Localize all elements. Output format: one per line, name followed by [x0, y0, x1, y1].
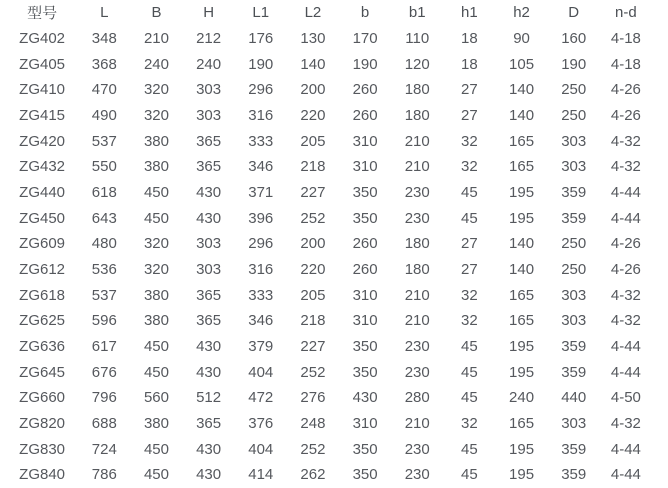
value-cell: 230 [404, 184, 430, 202]
value-cell: 350 [352, 338, 378, 356]
value-cell: 140 [509, 107, 535, 125]
value-cell: 303 [196, 261, 222, 279]
value-cell: 450 [143, 338, 169, 356]
value-cell: 262 [300, 466, 326, 484]
value-cell: 303 [561, 415, 587, 433]
value-cell: 190 [352, 55, 378, 73]
value-cell: 27 [461, 235, 478, 253]
value-cell: 195 [509, 440, 535, 458]
model-cell: ZG660 [19, 389, 66, 407]
value-cell: 32 [461, 312, 478, 330]
value-cell: 180 [404, 81, 430, 99]
value-cell: 276 [300, 389, 326, 407]
value-cell: 212 [196, 30, 222, 47]
model-cell: ZG645 [19, 363, 66, 381]
value-cell: 350 [352, 440, 378, 458]
model-cell: ZG636 [19, 338, 66, 356]
value-cell: 430 [196, 209, 222, 227]
value-cell: 45 [461, 466, 478, 484]
column-header: L1 [252, 4, 270, 22]
value-cell: 472 [248, 389, 274, 407]
model-cell: ZG450 [19, 209, 66, 227]
table-row [6, 257, 652, 283]
value-cell: 365 [196, 286, 222, 304]
value-cell: 320 [143, 107, 169, 125]
value-cell: 643 [91, 209, 117, 227]
value-cell: 296 [248, 235, 274, 253]
value-cell: 200 [300, 81, 326, 99]
value-cell: 165 [509, 312, 535, 330]
value-cell: 240 [509, 389, 535, 407]
value-cell: 379 [248, 338, 274, 356]
value-cell: 170 [352, 30, 378, 47]
value-cell: 195 [509, 184, 535, 202]
value-cell: 32 [461, 415, 478, 433]
value-cell: 4-32 [610, 158, 641, 176]
value-cell: 303 [561, 158, 587, 176]
value-cell: 310 [352, 132, 378, 150]
value-cell: 45 [461, 363, 478, 381]
value-cell: 316 [248, 107, 274, 125]
model-cell: ZG440 [19, 184, 66, 202]
value-cell: 195 [509, 338, 535, 356]
value-cell: 176 [248, 30, 274, 47]
value-cell: 205 [300, 132, 326, 150]
column-header: L2 [304, 4, 322, 22]
value-cell: 376 [248, 415, 274, 433]
value-cell: 250 [561, 261, 587, 279]
value-cell: 303 [561, 312, 587, 330]
value-cell: 165 [509, 158, 535, 176]
value-cell: 230 [404, 363, 430, 381]
value-cell: 537 [91, 286, 117, 304]
value-cell: 240 [196, 55, 222, 73]
value-cell: 32 [461, 132, 478, 150]
value-cell: 320 [143, 235, 169, 253]
value-cell: 27 [461, 81, 478, 99]
value-cell: 414 [248, 466, 274, 484]
value-cell: 359 [561, 440, 587, 458]
spec-table [6, 0, 652, 488]
column-header: B [151, 4, 162, 22]
value-cell: 470 [91, 81, 117, 99]
value-cell: 250 [561, 107, 587, 125]
value-cell: 450 [143, 209, 169, 227]
value-cell: 4-26 [610, 107, 641, 125]
value-cell: 240 [143, 55, 169, 73]
value-cell: 105 [509, 55, 535, 73]
value-cell: 618 [91, 184, 117, 202]
value-cell: 359 [561, 209, 587, 227]
value-cell: 140 [509, 261, 535, 279]
value-cell: 45 [461, 338, 478, 356]
value-cell: 230 [404, 209, 430, 227]
value-cell: 480 [91, 235, 117, 253]
value-cell: 346 [248, 158, 274, 176]
column-header: n-d [615, 4, 637, 22]
value-cell: 796 [91, 389, 117, 407]
value-cell: 4-26 [610, 261, 641, 279]
model-cell: ZG820 [19, 415, 66, 433]
table-row [6, 128, 652, 154]
value-cell: 210 [404, 158, 430, 176]
value-cell: 160 [561, 30, 587, 47]
model-cell: ZG432 [19, 158, 66, 176]
value-cell: 786 [91, 466, 117, 484]
value-cell: 350 [352, 363, 378, 381]
value-cell: 303 [196, 235, 222, 253]
value-cell: 310 [352, 158, 378, 176]
value-cell: 320 [143, 261, 169, 279]
value-cell: 303 [196, 81, 222, 99]
value-cell: 380 [143, 158, 169, 176]
value-cell: 220 [300, 107, 326, 125]
column-header: D [568, 4, 580, 22]
header-row [6, 0, 652, 26]
value-cell: 430 [352, 389, 378, 407]
value-cell: 230 [404, 338, 430, 356]
value-cell: 676 [91, 363, 117, 381]
value-cell: 260 [352, 261, 378, 279]
model-cell: ZG410 [19, 81, 66, 99]
value-cell: 380 [143, 415, 169, 433]
value-cell: 310 [352, 286, 378, 304]
value-cell: 359 [561, 338, 587, 356]
value-cell: 210 [404, 312, 430, 330]
value-cell: 346 [248, 312, 274, 330]
value-cell: 380 [143, 312, 169, 330]
value-cell: 32 [461, 158, 478, 176]
value-cell: 550 [91, 158, 117, 176]
table-row [6, 462, 652, 488]
value-cell: 220 [300, 261, 326, 279]
value-cell: 140 [509, 235, 535, 253]
value-cell: 45 [461, 440, 478, 458]
value-cell: 4-26 [610, 81, 641, 99]
column-header: b [360, 4, 370, 22]
value-cell: 359 [561, 363, 587, 381]
value-cell: 350 [352, 184, 378, 202]
value-cell: 45 [461, 209, 478, 227]
value-cell: 18 [461, 30, 478, 47]
value-cell: 303 [196, 107, 222, 125]
value-cell: 350 [352, 466, 378, 484]
value-cell: 512 [196, 389, 222, 407]
value-cell: 4-44 [610, 184, 641, 202]
value-cell: 310 [352, 312, 378, 330]
value-cell: 252 [300, 363, 326, 381]
value-cell: 310 [352, 415, 378, 433]
value-cell: 380 [143, 286, 169, 304]
table-row [6, 436, 652, 462]
value-cell: 218 [300, 312, 326, 330]
value-cell: 230 [404, 440, 430, 458]
value-cell: 316 [248, 261, 274, 279]
value-cell: 4-18 [610, 55, 641, 73]
value-cell: 205 [300, 286, 326, 304]
table-row [6, 180, 652, 206]
value-cell: 365 [196, 132, 222, 150]
value-cell: 371 [248, 184, 274, 202]
value-cell: 537 [91, 132, 117, 150]
value-cell: 430 [196, 363, 222, 381]
table-row [6, 154, 652, 180]
value-cell: 4-32 [610, 286, 641, 304]
value-cell: 250 [561, 81, 587, 99]
value-cell: 450 [143, 363, 169, 381]
model-cell: ZG840 [19, 466, 66, 484]
value-cell: 260 [352, 235, 378, 253]
value-cell: 380 [143, 132, 169, 150]
value-cell: 140 [509, 81, 535, 99]
value-cell: 450 [143, 440, 169, 458]
value-cell: 296 [248, 81, 274, 99]
value-cell: 430 [196, 440, 222, 458]
column-header: H [203, 4, 215, 22]
value-cell: 4-44 [610, 363, 641, 381]
value-cell: 27 [461, 107, 478, 125]
value-cell: 303 [561, 286, 587, 304]
value-cell: 210 [404, 132, 430, 150]
table-row [6, 359, 652, 385]
value-cell: 536 [91, 261, 117, 279]
value-cell: 230 [404, 466, 430, 484]
value-cell: 195 [509, 466, 535, 484]
model-cell: ZG405 [19, 55, 66, 73]
value-cell: 333 [248, 132, 274, 150]
value-cell: 280 [404, 389, 430, 407]
value-cell: 320 [143, 81, 169, 99]
value-cell: 4-32 [610, 312, 641, 330]
value-cell: 260 [352, 81, 378, 99]
column-header-model: 型号 [27, 5, 58, 23]
value-cell: 210 [404, 286, 430, 304]
value-cell: 368 [91, 55, 117, 73]
value-cell: 190 [561, 55, 587, 73]
value-cell: 4-44 [610, 466, 641, 484]
value-cell: 4-18 [610, 30, 641, 47]
value-cell: 180 [404, 261, 430, 279]
table-row [6, 51, 652, 77]
value-cell: 140 [300, 55, 326, 73]
table-header [6, 0, 652, 26]
value-cell: 365 [196, 312, 222, 330]
value-cell: 4-50 [610, 389, 641, 407]
table-body [6, 26, 652, 488]
value-cell: 218 [300, 158, 326, 176]
value-cell: 724 [91, 440, 117, 458]
value-cell: 210 [404, 415, 430, 433]
value-cell: 348 [91, 30, 117, 47]
value-cell: 210 [143, 30, 169, 47]
value-cell: 4-44 [610, 440, 641, 458]
model-cell: ZG415 [19, 107, 66, 125]
value-cell: 359 [561, 466, 587, 484]
value-cell: 195 [509, 363, 535, 381]
value-cell: 365 [196, 415, 222, 433]
model-cell: ZG612 [19, 261, 66, 279]
table-row [6, 385, 652, 411]
value-cell: 404 [248, 440, 274, 458]
value-cell: 195 [509, 209, 535, 227]
table-row [6, 282, 652, 308]
value-cell: 190 [248, 55, 274, 73]
value-cell: 430 [196, 184, 222, 202]
value-cell: 404 [248, 363, 274, 381]
table-row [6, 308, 652, 334]
value-cell: 4-32 [610, 132, 641, 150]
value-cell: 450 [143, 466, 169, 484]
value-cell: 227 [300, 338, 326, 356]
value-cell: 450 [143, 184, 169, 202]
value-cell: 617 [91, 338, 117, 356]
value-cell: 4-44 [610, 338, 641, 356]
table-row [6, 26, 652, 52]
value-cell: 165 [509, 286, 535, 304]
model-cell: ZG618 [19, 286, 66, 304]
value-cell: 303 [561, 132, 587, 150]
value-cell: 430 [196, 466, 222, 484]
value-cell: 250 [561, 235, 587, 253]
value-cell: 45 [461, 389, 478, 407]
value-cell: 180 [404, 107, 430, 125]
value-cell: 560 [143, 389, 169, 407]
value-cell: 252 [300, 209, 326, 227]
column-header: b1 [408, 4, 426, 22]
model-cell: ZG609 [19, 235, 66, 253]
value-cell: 4-26 [610, 235, 641, 253]
value-cell: 359 [561, 184, 587, 202]
value-cell: 365 [196, 158, 222, 176]
value-cell: 120 [404, 55, 430, 73]
value-cell: 227 [300, 184, 326, 202]
value-cell: 27 [461, 261, 478, 279]
value-cell: 252 [300, 440, 326, 458]
value-cell: 688 [91, 415, 117, 433]
value-cell: 200 [300, 235, 326, 253]
value-cell: 396 [248, 209, 274, 227]
value-cell: 490 [91, 107, 117, 125]
model-cell: ZG402 [19, 30, 66, 47]
value-cell: 165 [509, 415, 535, 433]
value-cell: 180 [404, 235, 430, 253]
table-row [6, 411, 652, 437]
value-cell: 45 [461, 184, 478, 202]
value-cell: 260 [352, 107, 378, 125]
value-cell: 32 [461, 286, 478, 304]
value-cell: 4-32 [610, 415, 641, 433]
value-cell: 18 [461, 55, 478, 73]
value-cell: 4-44 [610, 209, 641, 227]
value-cell: 333 [248, 286, 274, 304]
value-cell: 165 [509, 132, 535, 150]
column-header: L [100, 4, 109, 22]
value-cell: 90 [513, 30, 530, 47]
value-cell: 350 [352, 209, 378, 227]
table-row [6, 231, 652, 257]
table-row [6, 334, 652, 360]
table-row [6, 103, 652, 129]
value-cell: 130 [300, 30, 326, 47]
model-cell: ZG625 [19, 312, 66, 330]
value-cell: 430 [196, 338, 222, 356]
table-row [6, 205, 652, 231]
table-row [6, 77, 652, 103]
value-cell: 110 [405, 30, 430, 47]
value-cell: 440 [561, 389, 587, 407]
value-cell: 248 [300, 415, 326, 433]
column-header: h1 [461, 4, 478, 22]
model-cell: ZG420 [19, 132, 66, 150]
value-cell: 596 [91, 312, 117, 330]
model-cell: ZG830 [19, 440, 66, 458]
column-header: h2 [513, 4, 530, 22]
